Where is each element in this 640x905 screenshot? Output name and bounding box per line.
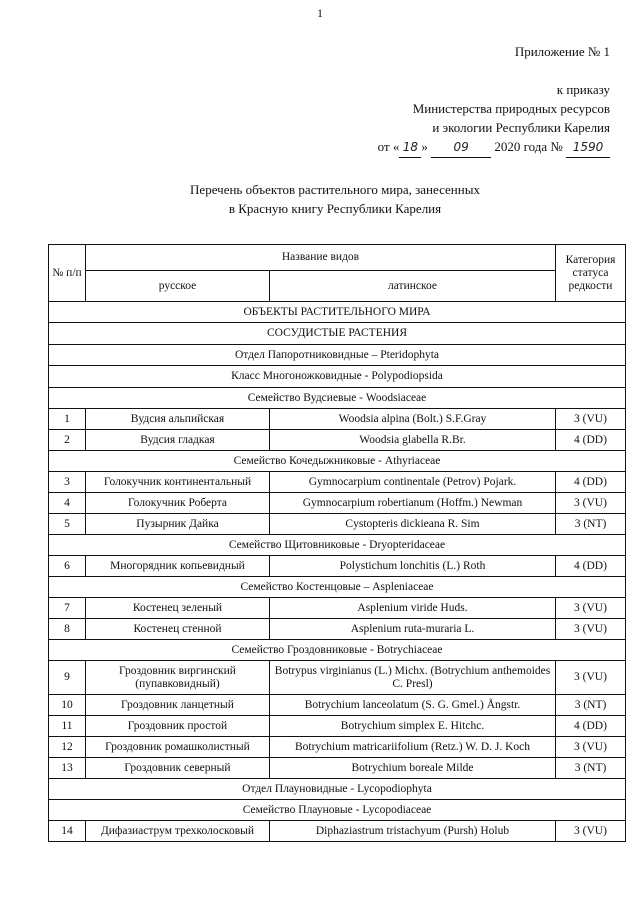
row-num: 7	[49, 598, 86, 619]
row-num: 3	[49, 472, 86, 493]
order-line-2: Министерства природных ресурсов	[412, 101, 610, 116]
row-num: 5	[49, 514, 86, 535]
section-heading: СОСУДИСТЫЕ РАСТЕНИЯ	[49, 323, 626, 345]
row-russian: Голокучник Роберта	[86, 493, 270, 514]
section-heading: Семейство Вудсиевые - Woodsiaceae	[49, 388, 626, 409]
section-heading: Семейство Гроздовниковые - Botrychiaceae	[49, 640, 626, 661]
order-month: 09	[431, 138, 491, 158]
section-heading: Класс Многоножковидные - Polypodiopsida	[49, 366, 626, 388]
title-line-2: в Красную книгу Республики Карелия	[228, 201, 442, 216]
row-category: 3 (VU)	[556, 409, 626, 430]
row-latin: Gymnocarpium continentale (Petrov) Pojark.	[270, 472, 556, 493]
row-latin: Woodsia glabella R.Br.	[270, 430, 556, 451]
row-russian: Гроздовник ромашколистный	[86, 737, 270, 758]
row-num: 11	[49, 716, 86, 737]
row-num: 1	[49, 409, 86, 430]
row-russian: Гроздовник ланцетный	[86, 695, 270, 716]
row-num: 8	[49, 619, 86, 640]
row-category: 3 (VU)	[556, 821, 626, 842]
row-category: 3 (NT)	[556, 514, 626, 535]
section-heading: Отдел Плауновидные - Lycopodiophyta	[49, 779, 626, 800]
red-book-table	[48, 244, 626, 842]
section-heading: Отдел Папоротниковидные – Pteridophyta	[49, 345, 626, 366]
row-latin: Polystichum lonchitis (L.) Roth	[270, 556, 556, 577]
row-latin: Botrychium simplex E. Hitchc.	[270, 716, 556, 737]
order-date-suffix: 2020 года №	[494, 139, 563, 154]
row-num: 4	[49, 493, 86, 514]
order-day: 18	[399, 138, 421, 158]
row-latin: Cystopteris dickieana R. Sim	[270, 514, 556, 535]
table-row	[49, 493, 626, 514]
order-date-prefix: от «	[377, 139, 400, 154]
row-category: 4 (DD)	[556, 430, 626, 451]
row-russian: Голокучник континентальный	[86, 472, 270, 493]
order-date-line	[378, 137, 610, 158]
row-category: 3 (NT)	[556, 758, 626, 779]
table-row	[49, 695, 626, 716]
row-num: 14	[49, 821, 86, 842]
row-category: 4 (DD)	[556, 716, 626, 737]
table-row	[49, 409, 626, 430]
row-category: 3 (NT)	[556, 695, 626, 716]
table-row	[49, 598, 626, 619]
title-line-1: Перечень объектов растительного мира, занесенных	[190, 182, 480, 197]
row-russian: Многорядник копьевидный	[86, 556, 270, 577]
section-heading: Семейство Щитовниковые - Dryopteridaceae	[49, 535, 626, 556]
table-row	[49, 472, 626, 493]
row-category: 3 (VU)	[556, 493, 626, 514]
row-num: 2	[49, 430, 86, 451]
header-russian: русское	[86, 271, 270, 302]
table-row	[49, 737, 626, 758]
table-row	[49, 716, 626, 737]
section-heading: Семейство Кочедыжниковые - Athyriaceae	[49, 451, 626, 472]
row-category: 3 (VU)	[556, 598, 626, 619]
section-heading: ОБЪЕКТЫ РАСТИТЕЛЬНОГО МИРА	[49, 302, 626, 323]
order-number: 1590	[566, 138, 610, 158]
row-num: 6	[49, 556, 86, 577]
section-heading: Семейство Костенцовые – Aspleniaceae	[49, 577, 626, 598]
order-reference	[378, 80, 610, 158]
page-number: 1	[317, 6, 323, 20]
table-row	[49, 661, 626, 695]
row-category: 3 (VU)	[556, 619, 626, 640]
row-latin: Asplenium ruta-muraria L.	[270, 619, 556, 640]
row-latin: Woodsia alpina (Bolt.) S.F.Gray	[270, 409, 556, 430]
appendix-label: Приложение № 1	[514, 44, 610, 59]
table-row	[49, 430, 626, 451]
section-heading: Семейство Плауновые - Lycopodiaceae	[49, 800, 626, 821]
table-row	[49, 556, 626, 577]
row-num: 13	[49, 758, 86, 779]
row-russian: Вудсия альпийская	[86, 409, 270, 430]
row-latin: Gymnocarpium robertianum (Hoffm.) Newman	[270, 493, 556, 514]
row-num: 12	[49, 737, 86, 758]
document-title	[0, 180, 640, 218]
row-latin: Botrychium lanceolatum (S. G. Gmel.) Ångstr.	[270, 695, 556, 716]
table-row	[49, 514, 626, 535]
row-num: 10	[49, 695, 86, 716]
order-line-1: к приказу	[556, 82, 610, 97]
row-russian: Дифазиаструм трехколосковый	[86, 821, 270, 842]
row-russian: Пузырник Дайка	[86, 514, 270, 535]
row-category: 4 (DD)	[556, 472, 626, 493]
table-row	[49, 821, 626, 842]
header-category: Категория статуса редкости	[556, 245, 626, 302]
row-category: 4 (DD)	[556, 556, 626, 577]
table-row	[49, 619, 626, 640]
header-latin: латинское	[270, 271, 556, 302]
row-latin: Botrychium boreale Milde	[270, 758, 556, 779]
order-date-mid: »	[421, 139, 428, 154]
row-latin: Botrypus virginianus (L.) Michx. (Botrychium anthemoides C. Presl)	[270, 661, 556, 695]
row-latin: Diphaziastrum tristachyum (Pursh) Holub	[270, 821, 556, 842]
row-russian: Гроздовник простой	[86, 716, 270, 737]
row-russian: Гроздовник северный	[86, 758, 270, 779]
header-name: Название видов	[86, 245, 556, 271]
row-russian: Костенец стенной	[86, 619, 270, 640]
table-row	[49, 758, 626, 779]
header-num: № п/п	[49, 245, 86, 302]
row-latin: Asplenium viride Huds.	[270, 598, 556, 619]
row-latin: Botrychium matricariifolium (Retz.) W. D. J. Koch	[270, 737, 556, 758]
row-russian: Вудсия гладкая	[86, 430, 270, 451]
row-russian: Костенец зеленый	[86, 598, 270, 619]
row-category: 3 (VU)	[556, 737, 626, 758]
row-russian: Гроздовник виргинский (пупавковидный)	[86, 661, 270, 695]
order-line-3: и экологии Республики Карелия	[432, 120, 610, 135]
row-category: 3 (VU)	[556, 661, 626, 695]
row-num: 9	[49, 661, 86, 695]
